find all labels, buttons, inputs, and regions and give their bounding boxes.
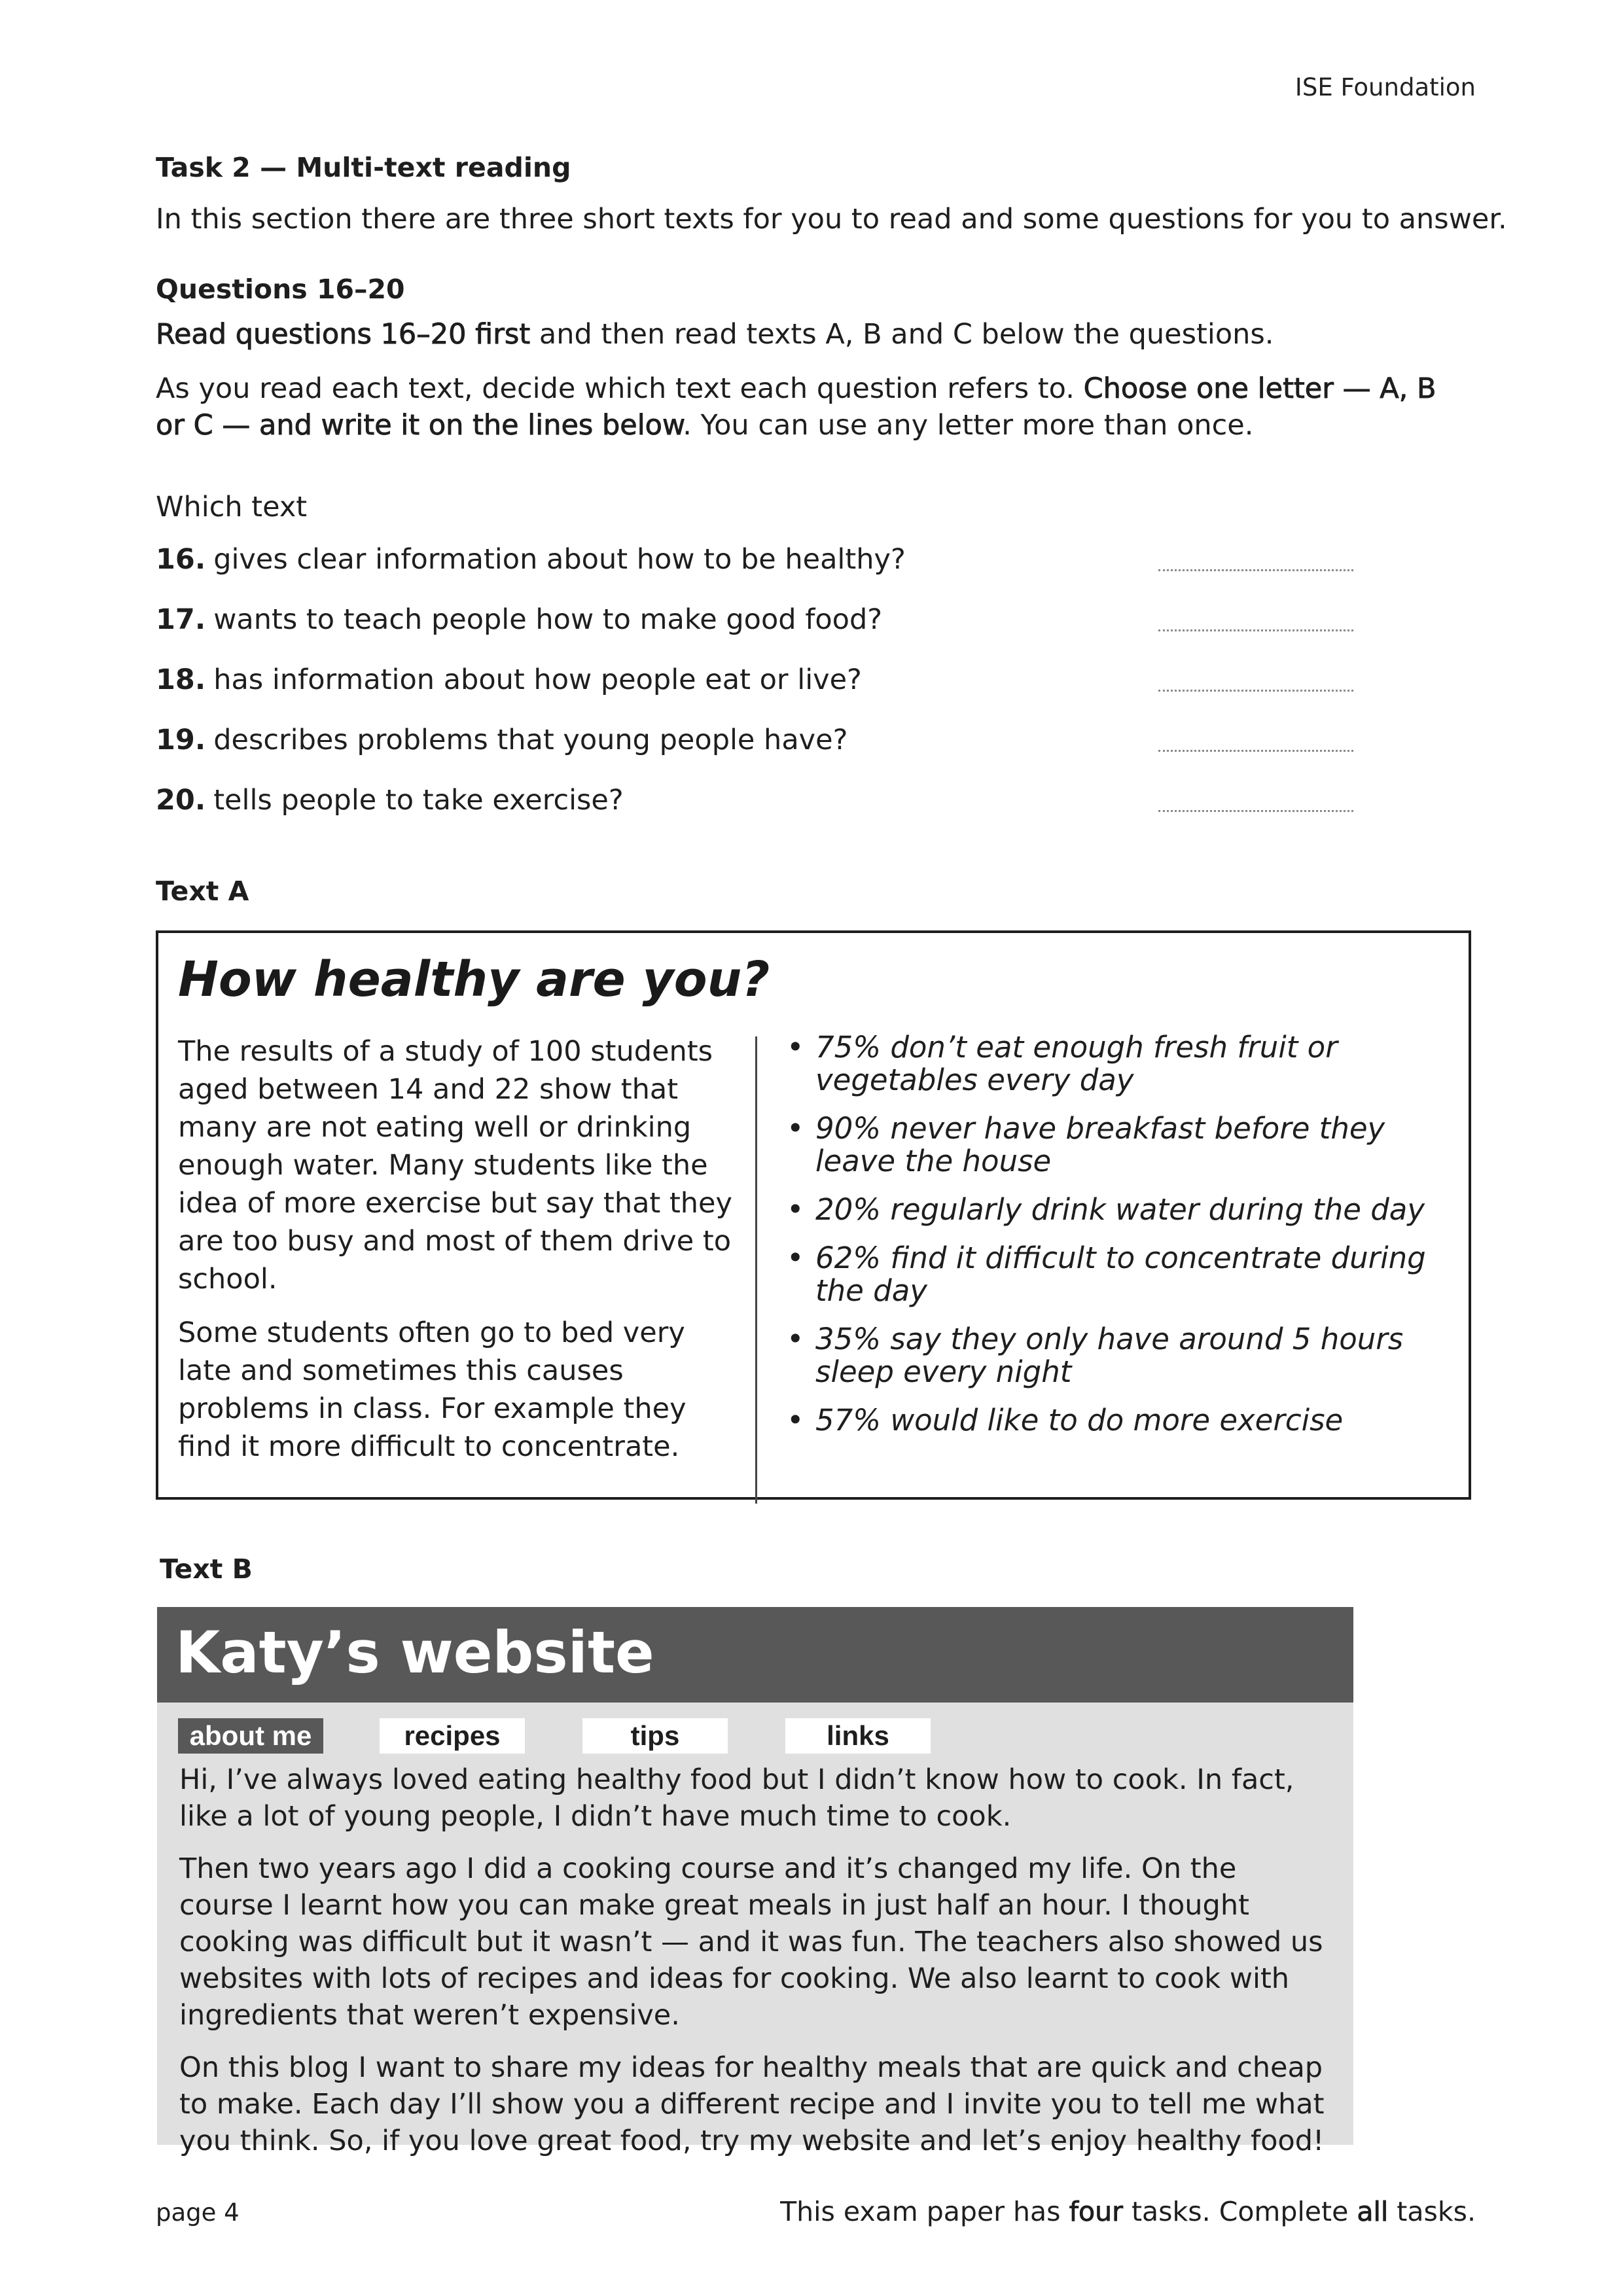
- blog-paragraph: Hi, I’ve always loved eating healthy food but I didn’t know how to cook. In fact, like a lot of young people, I didn’t have much time to cook.: [179, 1763, 1294, 1833]
- read-first-bold: Read questions 16–20 first: [156, 318, 531, 351]
- footer-note-part1: This exam paper has: [780, 2196, 1069, 2227]
- question-number: 18.: [156, 663, 206, 696]
- question-text: wants to teach people how to make good food?: [213, 603, 883, 636]
- choose-part3: . You can use any letter more than once.: [683, 409, 1254, 442]
- question-text: tells people to take exercise?: [213, 784, 624, 817]
- task-title: Task 2 — Multi-text reading: [156, 152, 571, 183]
- text-a-paragraph: The results of a study of 100 students aged between 14 and 22 show that many are not eating well or drinking enough water. Many students like the idea of more exercise but say that they are too busy and most of them drive to school.: [178, 1035, 732, 1296]
- footer-note-part2: tasks. Complete: [1122, 2196, 1357, 2227]
- answer-line-16[interactable]: [1158, 569, 1353, 571]
- questions-heading: Questions 16–20: [156, 274, 405, 305]
- choose-bold: Choose one letter — A, B or C — and write it on the lines below: [156, 372, 1436, 442]
- stat-item: [787, 1242, 1467, 1307]
- stat-item: [787, 1404, 1467, 1437]
- exam-level-header: ISE Foundation: [1294, 73, 1476, 101]
- text-a-stats-list: [787, 1031, 1467, 1453]
- question-17: [156, 603, 882, 636]
- website-title: Katy’s website: [175, 1619, 654, 1686]
- bullet-icon: •: [787, 1403, 804, 1438]
- question-19: [156, 724, 847, 756]
- answer-line-18[interactable]: [1158, 690, 1353, 692]
- stat-item: [787, 1323, 1467, 1388]
- question-text: gives clear information about how to be healthy?: [213, 543, 906, 576]
- nav-tab-tips[interactable]: tips: [582, 1718, 728, 1754]
- stat-text: 90% never have breakfast before they leave the house: [815, 1111, 1385, 1178]
- text-a-title: How healthy are you?: [178, 951, 770, 1008]
- text-b-label: Text B: [160, 1553, 253, 1585]
- bullet-icon: •: [787, 1241, 804, 1275]
- answer-line-17[interactable]: [1158, 629, 1353, 631]
- question-18: [156, 663, 862, 696]
- choose-instruction: [156, 370, 1465, 444]
- question-number: 17.: [156, 603, 206, 636]
- text-a-box: [156, 930, 1471, 1500]
- website-header: [157, 1607, 1353, 1703]
- answer-line-20[interactable]: [1158, 810, 1353, 812]
- bullet-icon: •: [787, 1030, 804, 1065]
- stat-text: 75% don’t eat enough fresh fruit or vegetables every day: [815, 1030, 1338, 1097]
- stat-text: 35% say they only have around 5 hours sleep every night: [815, 1322, 1404, 1389]
- text-a-body: [178, 1033, 741, 1481]
- text-b-website: [157, 1607, 1353, 2157]
- read-first-instruction: [156, 318, 1274, 351]
- text-a-paragraph: Some students often go to bed very late and sometimes this causes problems in class. For example they find it more difficult to concentrate.: [178, 1316, 687, 1463]
- footer-note: [780, 2196, 1476, 2227]
- stat-text: 20% regularly drink water during the day: [815, 1192, 1425, 1227]
- footer-note-bold1: four: [1069, 2196, 1123, 2227]
- footer-note-bold2: all: [1357, 2196, 1389, 2227]
- answer-line-19[interactable]: [1158, 750, 1353, 752]
- bullet-icon: •: [787, 1111, 804, 1146]
- question-16: [156, 543, 906, 576]
- question-number: 20.: [156, 784, 206, 817]
- stat-item: [787, 1193, 1467, 1226]
- nav-tab-about-me[interactable]: about me: [178, 1718, 323, 1754]
- stat-item: [787, 1112, 1467, 1178]
- blog-paragraph: On this blog I want to share my ideas for healthy meals that are quick and cheap to make. Each day I’ll show you a different recipe and I invite you to tell me what you think. So, if you love great food, try my website and let’s enjoy healthy food!: [179, 2051, 1325, 2157]
- choose-part1: As you read each text, decide which text each question refers to.: [156, 372, 1084, 405]
- text-a-label: Text A: [156, 875, 249, 907]
- question-number: 16.: [156, 543, 206, 576]
- which-text-prompt: Which text: [156, 491, 308, 523]
- website-body: [179, 1761, 1338, 2175]
- question-number: 19.: [156, 724, 206, 756]
- nav-tab-links[interactable]: links: [785, 1718, 931, 1754]
- blog-paragraph: Then two years ago I did a cooking course and it’s changed my life. On the course I learnt how you can make great meals in just half an hour. I thought cooking was difficult but it wasn’t — and it was fun. The teachers also showed us websites with lots of recipes and ideas for cooking. We also learnt to cook with ingredients that weren’t expensive.: [179, 1852, 1323, 2032]
- bullet-icon: •: [787, 1192, 804, 1227]
- nav-tab-recipes[interactable]: recipes: [380, 1718, 525, 1754]
- task-intro: In this section there are three short texts for you to read and some questions for you to answer.: [156, 203, 1507, 236]
- question-text: describes problems that young people have?: [213, 724, 848, 756]
- question-20: [156, 784, 624, 817]
- read-first-rest: and then read texts A, B and C below the questions.: [530, 318, 1274, 351]
- stat-text: 62% find it difficult to concentrate during the day: [815, 1241, 1426, 1308]
- stat-text: 57% would like to do more exercise: [815, 1403, 1344, 1438]
- page-number: page 4: [156, 2199, 240, 2227]
- column-divider: [755, 1036, 757, 1504]
- bullet-icon: •: [787, 1322, 804, 1356]
- question-text: has information about how people eat or live?: [213, 663, 862, 696]
- stat-item: [787, 1031, 1467, 1097]
- footer-note-part3: tasks.: [1388, 2196, 1476, 2227]
